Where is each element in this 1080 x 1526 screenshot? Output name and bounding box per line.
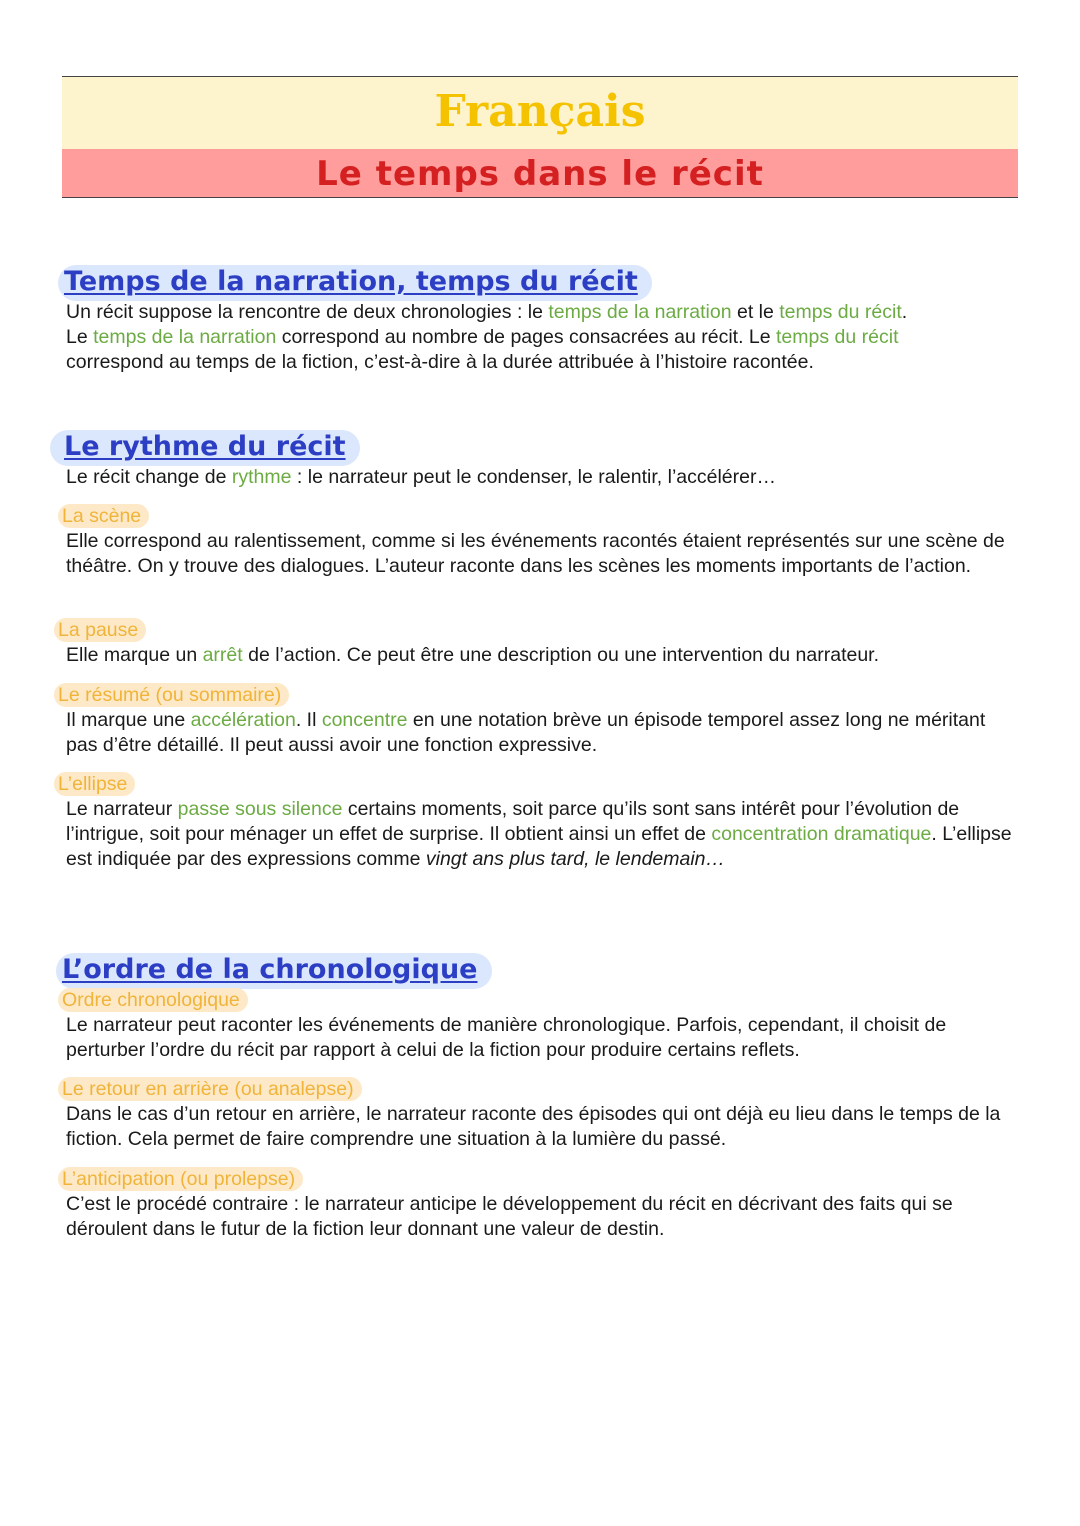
- paragraph-resume: Il marque une accélération. Il concentre en une notation brève un épisode temporel assez long ne méritant pas d’être détaillé. Il peut aussi avoir une fonction expressive.: [66, 709, 986, 756]
- section-title-narration: Temps de la narration, temps du récit: [58, 265, 652, 301]
- subtitle-pause: La pause: [54, 618, 146, 642]
- subject-title: Français: [62, 77, 1018, 149]
- keyword: arrêt: [202, 644, 243, 666]
- keyword: temps du récit: [779, 301, 902, 323]
- subtitle-scene: La scène: [58, 504, 149, 528]
- paragraph-scene: Elle correspond au ralentissement, comme si les événements racontés étaient représentés sur une scène de théâtre. On y trouve des dialogues. L’auteur raconte dans les scènes les moments importants de l’action.: [66, 530, 1005, 577]
- keyword: rythme: [231, 466, 292, 488]
- keyword: passe sous silence: [177, 798, 343, 820]
- keyword: temps du récit: [776, 326, 899, 348]
- paragraph-anticipation: C’est le procédé contraire : le narrateur anticipe le développement du récit en décrivant des faits qui se déroulent dans le futur de la fiction leur donnant une valeur de destin.: [66, 1193, 953, 1240]
- paragraph-narration: Un récit suppose la rencontre de deux chronologies : le temps de la narration et le temps du récit. Le temps de la narration correspond au nombre de pages consacrées au récit. Le temps du récit correspond au temps de la fiction, c’est-à-dire à la durée attribuée à l’histoire racontée.: [66, 301, 908, 373]
- paragraph-retour-arriere: Dans le cas d’un retour en arrière, le narrateur raconte des épisodes qui ont déjà eu lieu dans le temps de la fiction. Cela permet de faire comprendre une situation à la lumière du passé.: [66, 1103, 1001, 1150]
- page-header: [62, 76, 1018, 198]
- page-title: Le temps dans le récit: [62, 149, 1018, 197]
- section-title-rythme: Le rythme du récit: [50, 430, 360, 466]
- keyword: concentre: [321, 709, 408, 731]
- subtitle-anticipation: L’anticipation (ou prolepse): [58, 1167, 303, 1191]
- keyword: concentration dramatique: [711, 823, 932, 845]
- subtitle-retour-arriere: Le retour en arrière (ou analepse): [58, 1077, 362, 1101]
- paragraph-pause: Elle marque un arrêt de l’action. Ce peut être une description ou une intervention du narrateur.: [66, 644, 880, 666]
- keyword: temps de la narration: [93, 326, 277, 348]
- subtitle-resume: Le résumé (ou sommaire): [54, 683, 289, 707]
- keyword: accélération: [190, 709, 296, 731]
- subtitle-ellipse: L’ellipse: [54, 772, 135, 796]
- keyword: temps de la narration: [548, 301, 732, 323]
- paragraph-rythme-intro: Le récit change de rythme : le narrateur peut le condenser, le ralentir, l’accélérer…: [66, 466, 776, 488]
- paragraph-ordre-chronologique: Le narrateur peut raconter les événements de manière chronologique. Parfois, cependant, il choisit de perturber l’ordre du récit par rapport à celui de la fiction pour produire certains reflets.: [66, 1014, 947, 1061]
- subtitle-ordre-chronologique: Ordre chronologique: [58, 988, 248, 1012]
- paragraph-ellipse: Le narrateur passe sous silence certains moments, soit parce qu’ils sont sans intérêt pour l’évolution de l’intrigue, soit pour ménager un effet de surprise. Il obtient ainsi un effet de concentration dramatique. L’ellipse est indiquée par des expressions comme vingt ans plus tard, le lendemain…: [66, 798, 1012, 870]
- section-title-ordre: L’ordre de la chronologique: [56, 953, 492, 989]
